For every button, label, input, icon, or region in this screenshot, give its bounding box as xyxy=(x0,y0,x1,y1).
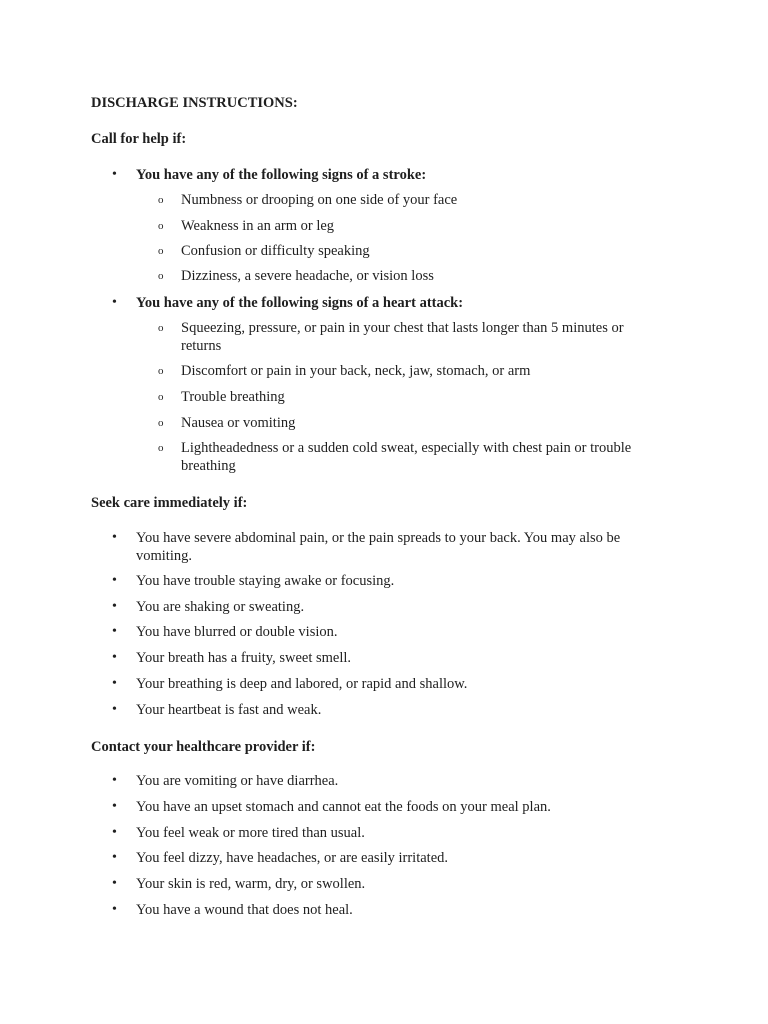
bullet-marker: • xyxy=(112,650,117,665)
list-item xyxy=(112,849,652,867)
list-item-text: You are vomiting or have diarrhea. xyxy=(136,773,339,789)
list-item-text: Your breathing is deep and labored, or rapid and shallow. xyxy=(136,676,468,692)
sub-bullet-marker: o xyxy=(158,417,164,429)
sub-list-item-text: Lightheadedness or a sudden cold sweat, especially with chest pain or trouble breathing xyxy=(181,440,632,474)
sub-list-item-text: Discomfort or pain in your back, neck, jaw, stomach, or arm xyxy=(181,363,531,379)
list-item xyxy=(112,875,652,893)
bullet-marker: • xyxy=(112,825,117,840)
sub-list-item-text: Confusion or difficulty speaking xyxy=(181,243,370,259)
list-item-stroke-signs xyxy=(112,166,652,184)
list-item xyxy=(112,798,652,816)
sub-bullet-marker: o xyxy=(158,245,164,257)
list-item xyxy=(112,901,652,919)
bullet-marker: • xyxy=(112,850,117,865)
sub-list-item-text: Weakness in an arm or leg xyxy=(181,218,335,234)
list-item xyxy=(112,824,652,842)
list-item-text: You have an upset stomach and cannot eat the foods on your meal plan. xyxy=(136,799,551,815)
section-heading-contact-provider: Contact your healthcare provider if: xyxy=(91,739,316,755)
list-item xyxy=(112,623,652,641)
list-item-text: Your skin is red, warm, dry, or swollen. xyxy=(136,876,366,892)
sub-list-item xyxy=(158,388,658,406)
list-item-text: You have blurred or double vision. xyxy=(136,624,338,640)
list-item-text: You have severe abdominal pain, or the pain spreads to your back. You may also be vomiting. xyxy=(136,530,621,564)
list-item xyxy=(112,701,652,719)
sub-bullet-marker: o xyxy=(158,442,164,454)
list-item-text: You feel weak or more tired than usual. xyxy=(136,825,365,841)
bullet-marker: • xyxy=(112,599,117,614)
list-item-text: Your breath has a fruity, sweet smell. xyxy=(136,650,352,666)
document-title: DISCHARGE INSTRUCTIONS: xyxy=(91,95,298,111)
list-item xyxy=(112,529,652,565)
list-item-label: You have any of the following signs of a stroke: xyxy=(136,167,427,183)
bullet-marker: • xyxy=(112,902,117,917)
sub-list-item-text: Trouble breathing xyxy=(181,389,285,405)
list-item xyxy=(112,598,652,616)
sub-list-item xyxy=(158,319,658,355)
section-heading-call-for-help: Call for help if: xyxy=(91,131,187,147)
bullet-marker: • xyxy=(112,876,117,891)
sub-bullet-marker: o xyxy=(158,270,164,282)
list-item-text: You feel dizzy, have headaches, or are easily irritated. xyxy=(136,850,449,866)
list-item-heart-attack-signs xyxy=(112,294,652,312)
section-heading-seek-care: Seek care immediately if: xyxy=(91,495,248,511)
list-item xyxy=(112,572,652,590)
sub-list-item xyxy=(158,242,658,260)
sub-bullet-marker: o xyxy=(158,322,164,334)
sub-list-item xyxy=(158,217,658,235)
sub-list-item xyxy=(158,439,658,475)
list-item-label: You have any of the following signs of a heart attack: xyxy=(136,295,464,311)
sub-list-item-text: Dizziness, a severe headache, or vision loss xyxy=(181,268,434,284)
sub-list-item-text: Nausea or vomiting xyxy=(181,415,296,431)
bullet-marker: • xyxy=(112,624,117,639)
sub-list-item xyxy=(158,414,658,432)
list-item-text: You have trouble staying awake or focusing. xyxy=(136,573,395,589)
list-item xyxy=(112,649,652,667)
bullet-marker: • xyxy=(112,167,117,182)
bullet-marker: • xyxy=(112,702,117,717)
bullet-marker: • xyxy=(112,773,117,788)
list-item xyxy=(112,675,652,693)
bullet-marker: • xyxy=(112,676,117,691)
sub-list-item xyxy=(158,267,658,285)
sub-bullet-marker: o xyxy=(158,365,164,377)
list-item-text: You have a wound that does not heal. xyxy=(136,902,353,918)
bullet-marker: • xyxy=(112,530,117,545)
sub-bullet-marker: o xyxy=(158,391,164,403)
sub-list-item xyxy=(158,362,658,380)
list-item xyxy=(112,772,652,790)
bullet-marker: • xyxy=(112,799,117,814)
list-item-text: You are shaking or sweating. xyxy=(136,599,305,615)
sub-bullet-marker: o xyxy=(158,220,164,232)
sub-list-item-text: Numbness or drooping on one side of your face xyxy=(181,192,458,208)
bullet-marker: • xyxy=(112,573,117,588)
sub-list-item-text: Squeezing, pressure, or pain in your chest that lasts longer than 5 minutes or returns xyxy=(181,320,624,354)
sub-bullet-marker: o xyxy=(158,194,164,206)
sub-list-item xyxy=(158,191,658,209)
bullet-marker: • xyxy=(112,295,117,310)
list-item-text: Your heartbeat is fast and weak. xyxy=(136,702,322,718)
